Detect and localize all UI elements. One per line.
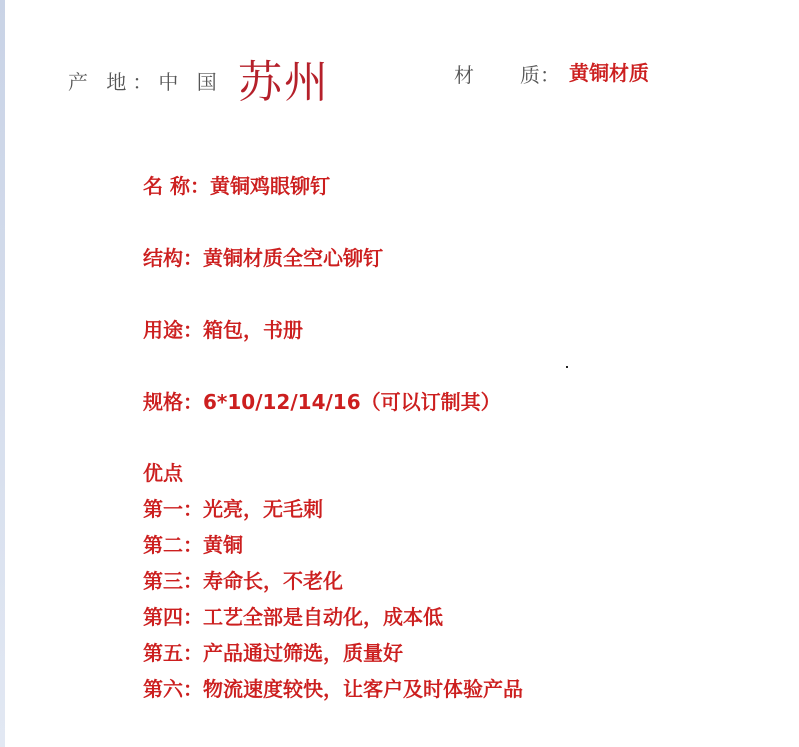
advantage-item: 第一：光亮，无毛刺 — [143, 497, 323, 521]
material-label — [454, 59, 560, 88]
material-label-char-1: 材 — [454, 63, 474, 87]
material-label-char-2: 质： — [520, 63, 560, 87]
spec-usage: 用途：箱包，书册 — [143, 318, 303, 342]
stray-dot — [566, 366, 568, 368]
spec-size: 规格：6*10/12/14/16（可以订制其） — [143, 390, 501, 414]
advantages-heading: 优点 — [143, 461, 183, 485]
advantage-item: 第四：工艺全部是自动化，成本低 — [143, 605, 443, 629]
advantage-item: 第五：产品通过筛选，质量好 — [143, 641, 403, 665]
header-row — [0, 0, 799, 130]
spec-structure: 结构：黄铜材质全空心铆钉 — [143, 246, 383, 270]
origin-label: 产 地：中 国 — [68, 70, 223, 94]
material-value: 黄铜材质 — [569, 61, 649, 85]
advantage-item: 第三：寿命长，不老化 — [143, 569, 343, 593]
origin-city: 苏州 — [238, 57, 330, 108]
advantage-item: 第二：黄铜 — [143, 533, 243, 557]
advantage-item: 第六：物流速度较快，让客户及时体验产品 — [143, 677, 523, 701]
spec-name: 名 称：黄铜鸡眼铆钉 — [143, 174, 330, 198]
